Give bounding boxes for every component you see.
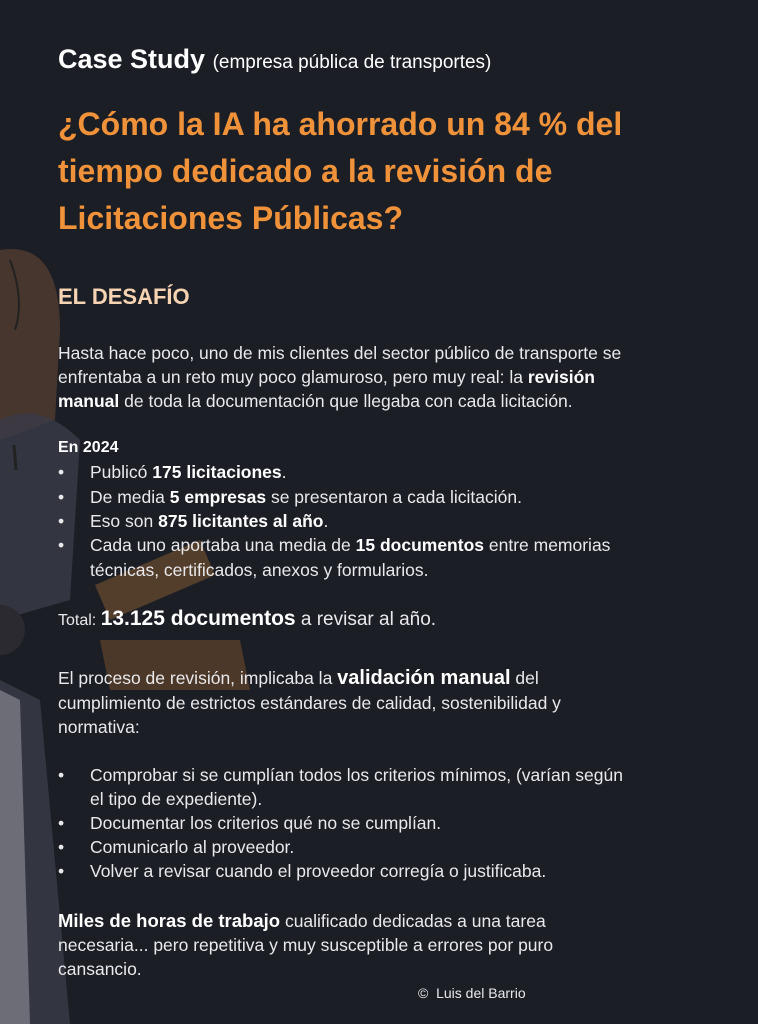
title-line: tiempo dedicado a la revisión de xyxy=(58,153,553,189)
title-line: Licitaciones Públicas? xyxy=(58,200,403,236)
process-line: cumplimiento de estrictos estándares de calidad, sostenibilidad y xyxy=(58,693,561,713)
intro-line: manual de toda la documentación que llegaba con cada licitación. xyxy=(58,391,573,411)
closing-line: Miles de horas de trabajo cualificado dedicadas a una tarea xyxy=(58,910,546,931)
intro-line: enfrentaba a un reto muy poco glamuroso, pero muy real: la revisión xyxy=(58,367,595,387)
intro-line: Hasta hace poco, uno de mis clientes del sector público de transporte se xyxy=(58,343,622,363)
closing-line: cansancio. xyxy=(58,959,142,979)
process-line: El proceso de revisión, implicaba la validación manual del xyxy=(58,667,539,689)
copyright: © Luis del Barrio xyxy=(418,985,526,1001)
section-heading: EL DESAFÍO xyxy=(58,284,190,309)
closing-line: necesaria... pero repetitiva y muy susceptible a errores por puro xyxy=(58,935,554,955)
total-line: Total: 13.125 documentos a revisar al año. xyxy=(58,607,437,630)
year-label: En 2024 xyxy=(58,439,119,456)
title-line: ¿Cómo la IA ha ahorrado un 84 % del xyxy=(58,106,623,142)
process-line: normativa: xyxy=(58,717,140,737)
copyright-icon: © xyxy=(418,985,429,1001)
kicker: Case Study (empresa pública de transportes) xyxy=(58,44,492,74)
